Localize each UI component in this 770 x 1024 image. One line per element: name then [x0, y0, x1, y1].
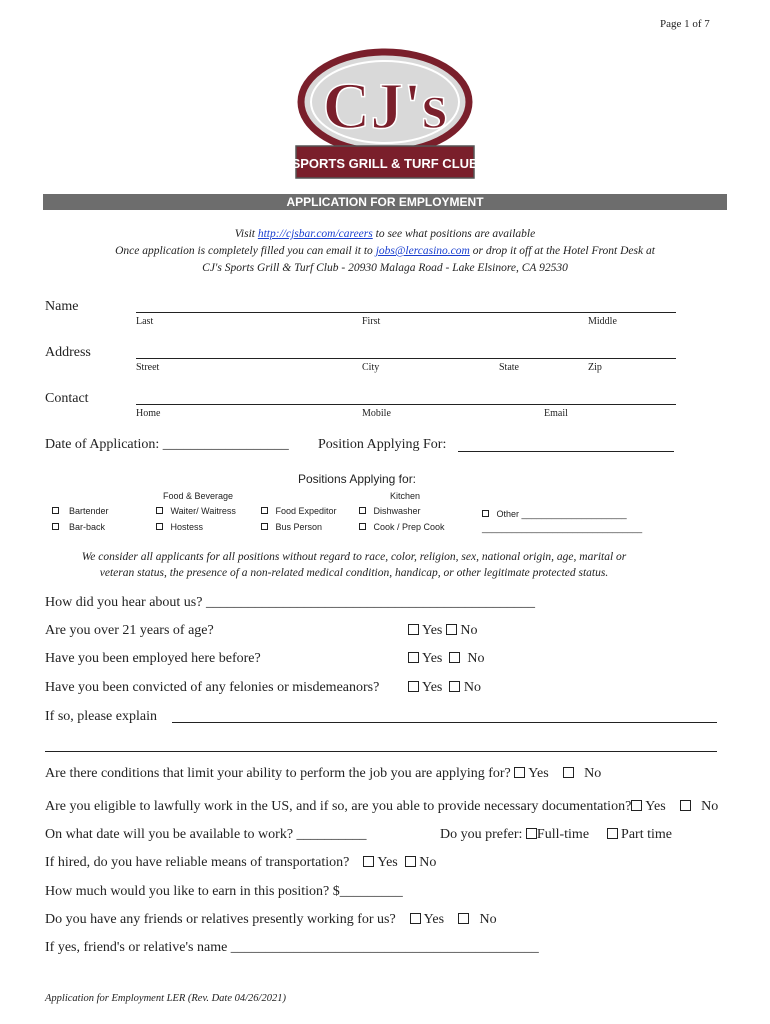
- position-line[interactable]: [458, 451, 674, 452]
- other-line[interactable]: ________________________________: [482, 523, 643, 533]
- cjs-logo: [294, 48, 476, 180]
- friends-no-checkbox[interactable]: [458, 913, 469, 924]
- position-barback[interactable]: Bar-back: [52, 522, 105, 532]
- middle-label: Middle: [588, 316, 617, 327]
- busperson-checkbox: [261, 523, 268, 530]
- food-bev-heading: Food & Beverage: [163, 491, 234, 501]
- intro-block: Visit http://cjsbar.com/careers to see what positions are available Once application is completely filled you can email it to jobs@lercasino.com or drop it off at the Hotel Front Desk at CJ's Sports Grill & Turf Club - 20930 Malaga Road - Lake Elsinore, CA 92530: [0, 226, 770, 277]
- careers-link[interactable]: http://cjsbar.com/careers: [257, 228, 373, 240]
- email-label: Email: [544, 408, 568, 419]
- date-of-application[interactable]: Date of Application: __________________: [45, 437, 289, 452]
- mobile-label: Mobile: [362, 408, 391, 419]
- positions-heading: Positions Applying for:: [297, 472, 417, 486]
- prefer-options[interactable]: Do you prefer: Full-time Part time: [440, 827, 672, 842]
- eligible-no-checkbox[interactable]: [680, 800, 691, 811]
- convicted-no-checkbox: [449, 681, 460, 692]
- position-waiter[interactable]: Waiter/ Waitress: [156, 506, 236, 516]
- state-label: State: [499, 362, 519, 373]
- friend-name-question[interactable]: If yes, friend's or relative's name ____________________________________________: [45, 940, 539, 955]
- footer: Application for Employment LER (Rev. Date 04/26/2021): [45, 993, 286, 1004]
- hostess-checkbox: [156, 523, 163, 530]
- name-line[interactable]: [136, 312, 676, 313]
- eeo-statement: We consider all applicants for all positions without regard to race, color, religion, sex, national origin, age, marital or veteran status, the presence of a non-related medical condition, handicap, or other legitimate protected status.: [81, 551, 627, 579]
- explain-label: If so, please explain: [45, 709, 157, 724]
- hear-about-question[interactable]: How did you hear about us? _______________________________________________: [45, 595, 535, 610]
- conditions-no-checkbox[interactable]: [563, 767, 574, 778]
- kitchen-heading: Kitchen: [390, 491, 421, 501]
- position-label: Position Applying For:: [318, 437, 447, 452]
- explain-line-2[interactable]: [45, 751, 717, 752]
- cook-checkbox: [359, 523, 366, 530]
- transport-yes-checkbox[interactable]: [363, 856, 374, 867]
- employed-question: Have you been employed here before?: [45, 651, 261, 666]
- street-label: Street: [136, 362, 160, 373]
- home-label: Home: [136, 408, 161, 419]
- explain-line-1[interactable]: [172, 722, 717, 723]
- last-label: Last: [136, 316, 154, 327]
- convicted-options[interactable]: Yes No: [408, 680, 481, 696]
- position-other[interactable]: Other _____________________: [482, 509, 627, 519]
- employed-no-checkbox: [449, 652, 460, 663]
- dishwasher-checkbox: [359, 507, 366, 514]
- available-question[interactable]: On what date will you be available to work? __________: [45, 827, 367, 842]
- address-line[interactable]: [136, 358, 676, 359]
- over21-question: Are you over 21 years of age?: [45, 623, 214, 638]
- position-expeditor[interactable]: Food Expeditor: [261, 506, 337, 516]
- other-checkbox: [482, 510, 489, 517]
- friends-question: Do you have any friends or relatives presently working for us? Yes No: [45, 912, 497, 927]
- employed-yes-checkbox: [408, 652, 419, 663]
- over21-options[interactable]: Yes No: [408, 623, 477, 639]
- waiter-checkbox: [156, 507, 163, 514]
- first-label: First: [362, 316, 381, 327]
- bartender-checkbox: [52, 507, 59, 514]
- header-bar: APPLICATION FOR EMPLOYMENT: [43, 194, 727, 210]
- zip-label: Zip: [588, 362, 602, 373]
- eligible-question: Are you eligible to lawfully work in the US, and if so, are you able to provide necessary documentation? Yes No: [45, 799, 719, 814]
- club-address: CJ's Sports Grill & Turf Club - 20930 Malaga Road - Lake Elsinore, CA 92530: [202, 262, 568, 274]
- fulltime-checkbox: [526, 828, 537, 839]
- contact-label: Contact: [45, 391, 89, 406]
- page-number: Page 1 of 7: [660, 18, 710, 30]
- conditions-yes-checkbox[interactable]: [514, 767, 525, 778]
- name-label: Name: [45, 299, 79, 314]
- address-label: Address: [45, 345, 91, 360]
- position-cook[interactable]: Cook / Prep Cook: [359, 522, 445, 532]
- convicted-yes-checkbox: [408, 681, 419, 692]
- conditions-question: Are there conditions that limit your ability to perform the job you are applying for? Yes No: [45, 766, 602, 781]
- city-label: City: [362, 362, 380, 373]
- position-hostess[interactable]: Hostess: [156, 522, 203, 532]
- logo-sub-text: SPORTS GRILL & TURF CLUB: [294, 156, 476, 171]
- transport-question: If hired, do you have reliable means of transportation? Yes No: [45, 855, 437, 870]
- earn-question[interactable]: How much would you like to earn in this position? $_________: [45, 884, 403, 899]
- convicted-question: Have you been convicted of any felonies or misdemeanors?: [45, 680, 380, 695]
- employed-options[interactable]: Yes No: [408, 651, 484, 667]
- over21-no-checkbox: [446, 624, 457, 635]
- position-dishwasher[interactable]: Dishwasher: [359, 506, 421, 516]
- email-link[interactable]: jobs@lercasino.com: [375, 245, 470, 257]
- position-busperson[interactable]: Bus Person: [261, 522, 322, 532]
- expeditor-checkbox: [261, 507, 268, 514]
- barback-checkbox: [52, 523, 59, 530]
- transport-no-checkbox[interactable]: [405, 856, 416, 867]
- contact-line[interactable]: [136, 404, 676, 405]
- over21-yes-checkbox: [408, 624, 419, 635]
- position-bartender[interactable]: Bartender: [52, 506, 109, 516]
- friends-yes-checkbox[interactable]: [410, 913, 421, 924]
- eligible-yes-checkbox[interactable]: [631, 800, 642, 811]
- logo-main-text: CJ's: [322, 70, 448, 143]
- parttime-checkbox: [607, 828, 618, 839]
